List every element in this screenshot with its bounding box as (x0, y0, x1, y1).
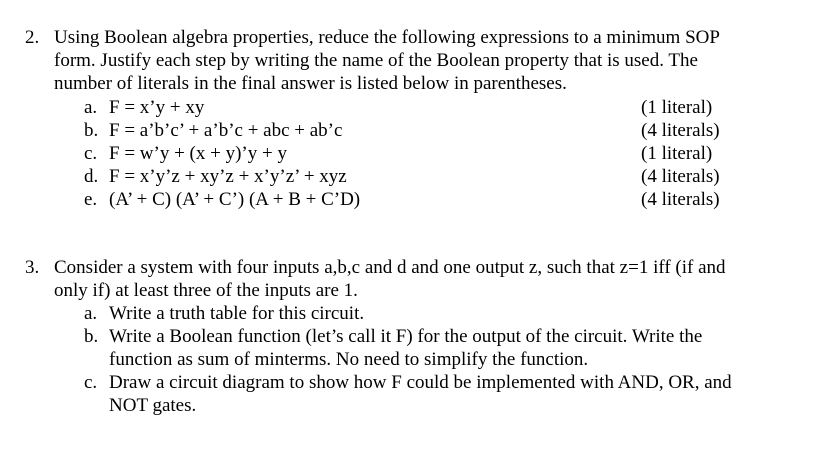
item-expression: (A’ + C) (A’ + C’) (A + B + C’D) (109, 189, 361, 210)
problem-2-text (54, 26, 774, 95)
item-letter: a. (84, 303, 98, 324)
item-letter: b. (84, 326, 99, 347)
item-literal-count: (4 literals) (641, 120, 720, 141)
item-letter: c. (84, 372, 98, 393)
item-body-line: Draw a circuit diagram to show how F could be implemented with AND, OR, and (109, 372, 732, 393)
problem-2-items (0, 96, 828, 211)
problem-3-text-line: Consider a system with four inputs a,b,c and d and one output z, such that z=1 iff (if and (54, 257, 726, 278)
item-letter: a. (84, 97, 98, 118)
problem-3-items (0, 302, 828, 417)
item-body (109, 371, 789, 417)
item-letter: e. (84, 189, 98, 210)
problem-2-item-e (0, 188, 828, 211)
problem-2-text-line: number of literals in the final answer is listed below in parentheses. (54, 73, 567, 94)
problem-3-item-c (0, 371, 828, 417)
problem-2-text-line: Using Boolean algebra properties, reduce the following expressions to a minimum SOP (54, 27, 720, 48)
problem-2-text-line: form. Justify each step by writing the name of the Boolean property that is used. The (54, 50, 698, 71)
item-expression: F = x’y + xy (109, 97, 205, 118)
problem-2-item-d (0, 165, 828, 188)
item-literal-count: (1 literal) (641, 97, 713, 118)
problem-2-item-b (0, 119, 828, 142)
problem-3-number: 3. (25, 257, 40, 278)
problem-3-item-a (0, 302, 828, 325)
item-body-line: Write a Boolean function (let’s call it F) for the output of the circuit. Write the (109, 326, 703, 347)
problem-3-item-b (0, 325, 828, 371)
item-body (109, 325, 789, 371)
problem-2-item-a (0, 96, 828, 119)
item-body (109, 302, 789, 325)
problem-3-text-line: only if) at least three of the inputs are 1. (54, 280, 358, 301)
problem-2-number: 2. (25, 27, 40, 48)
item-literal-count: (4 literals) (641, 166, 720, 187)
item-expression: F = x’y’z + xy’z + x’y’z’ + xyz (109, 166, 347, 187)
item-body-line: Write a truth table for this circuit. (109, 303, 365, 324)
item-body-line: NOT gates. (109, 395, 197, 416)
item-letter: b. (84, 120, 99, 141)
item-letter: d. (84, 166, 99, 187)
item-literal-count: (1 literal) (641, 143, 713, 164)
problem-2-item-c (0, 142, 828, 165)
item-body-line: function as sum of minterms. No need to simplify the function. (109, 349, 589, 370)
item-letter: c. (84, 143, 98, 164)
item-expression: F = a’b’c’ + a’b’c + abc + ab’c (109, 120, 343, 141)
problem-3-text (54, 256, 774, 302)
item-literal-count: (4 literals) (641, 189, 720, 210)
item-expression: F = w’y + (x + y)’y + y (109, 143, 287, 164)
